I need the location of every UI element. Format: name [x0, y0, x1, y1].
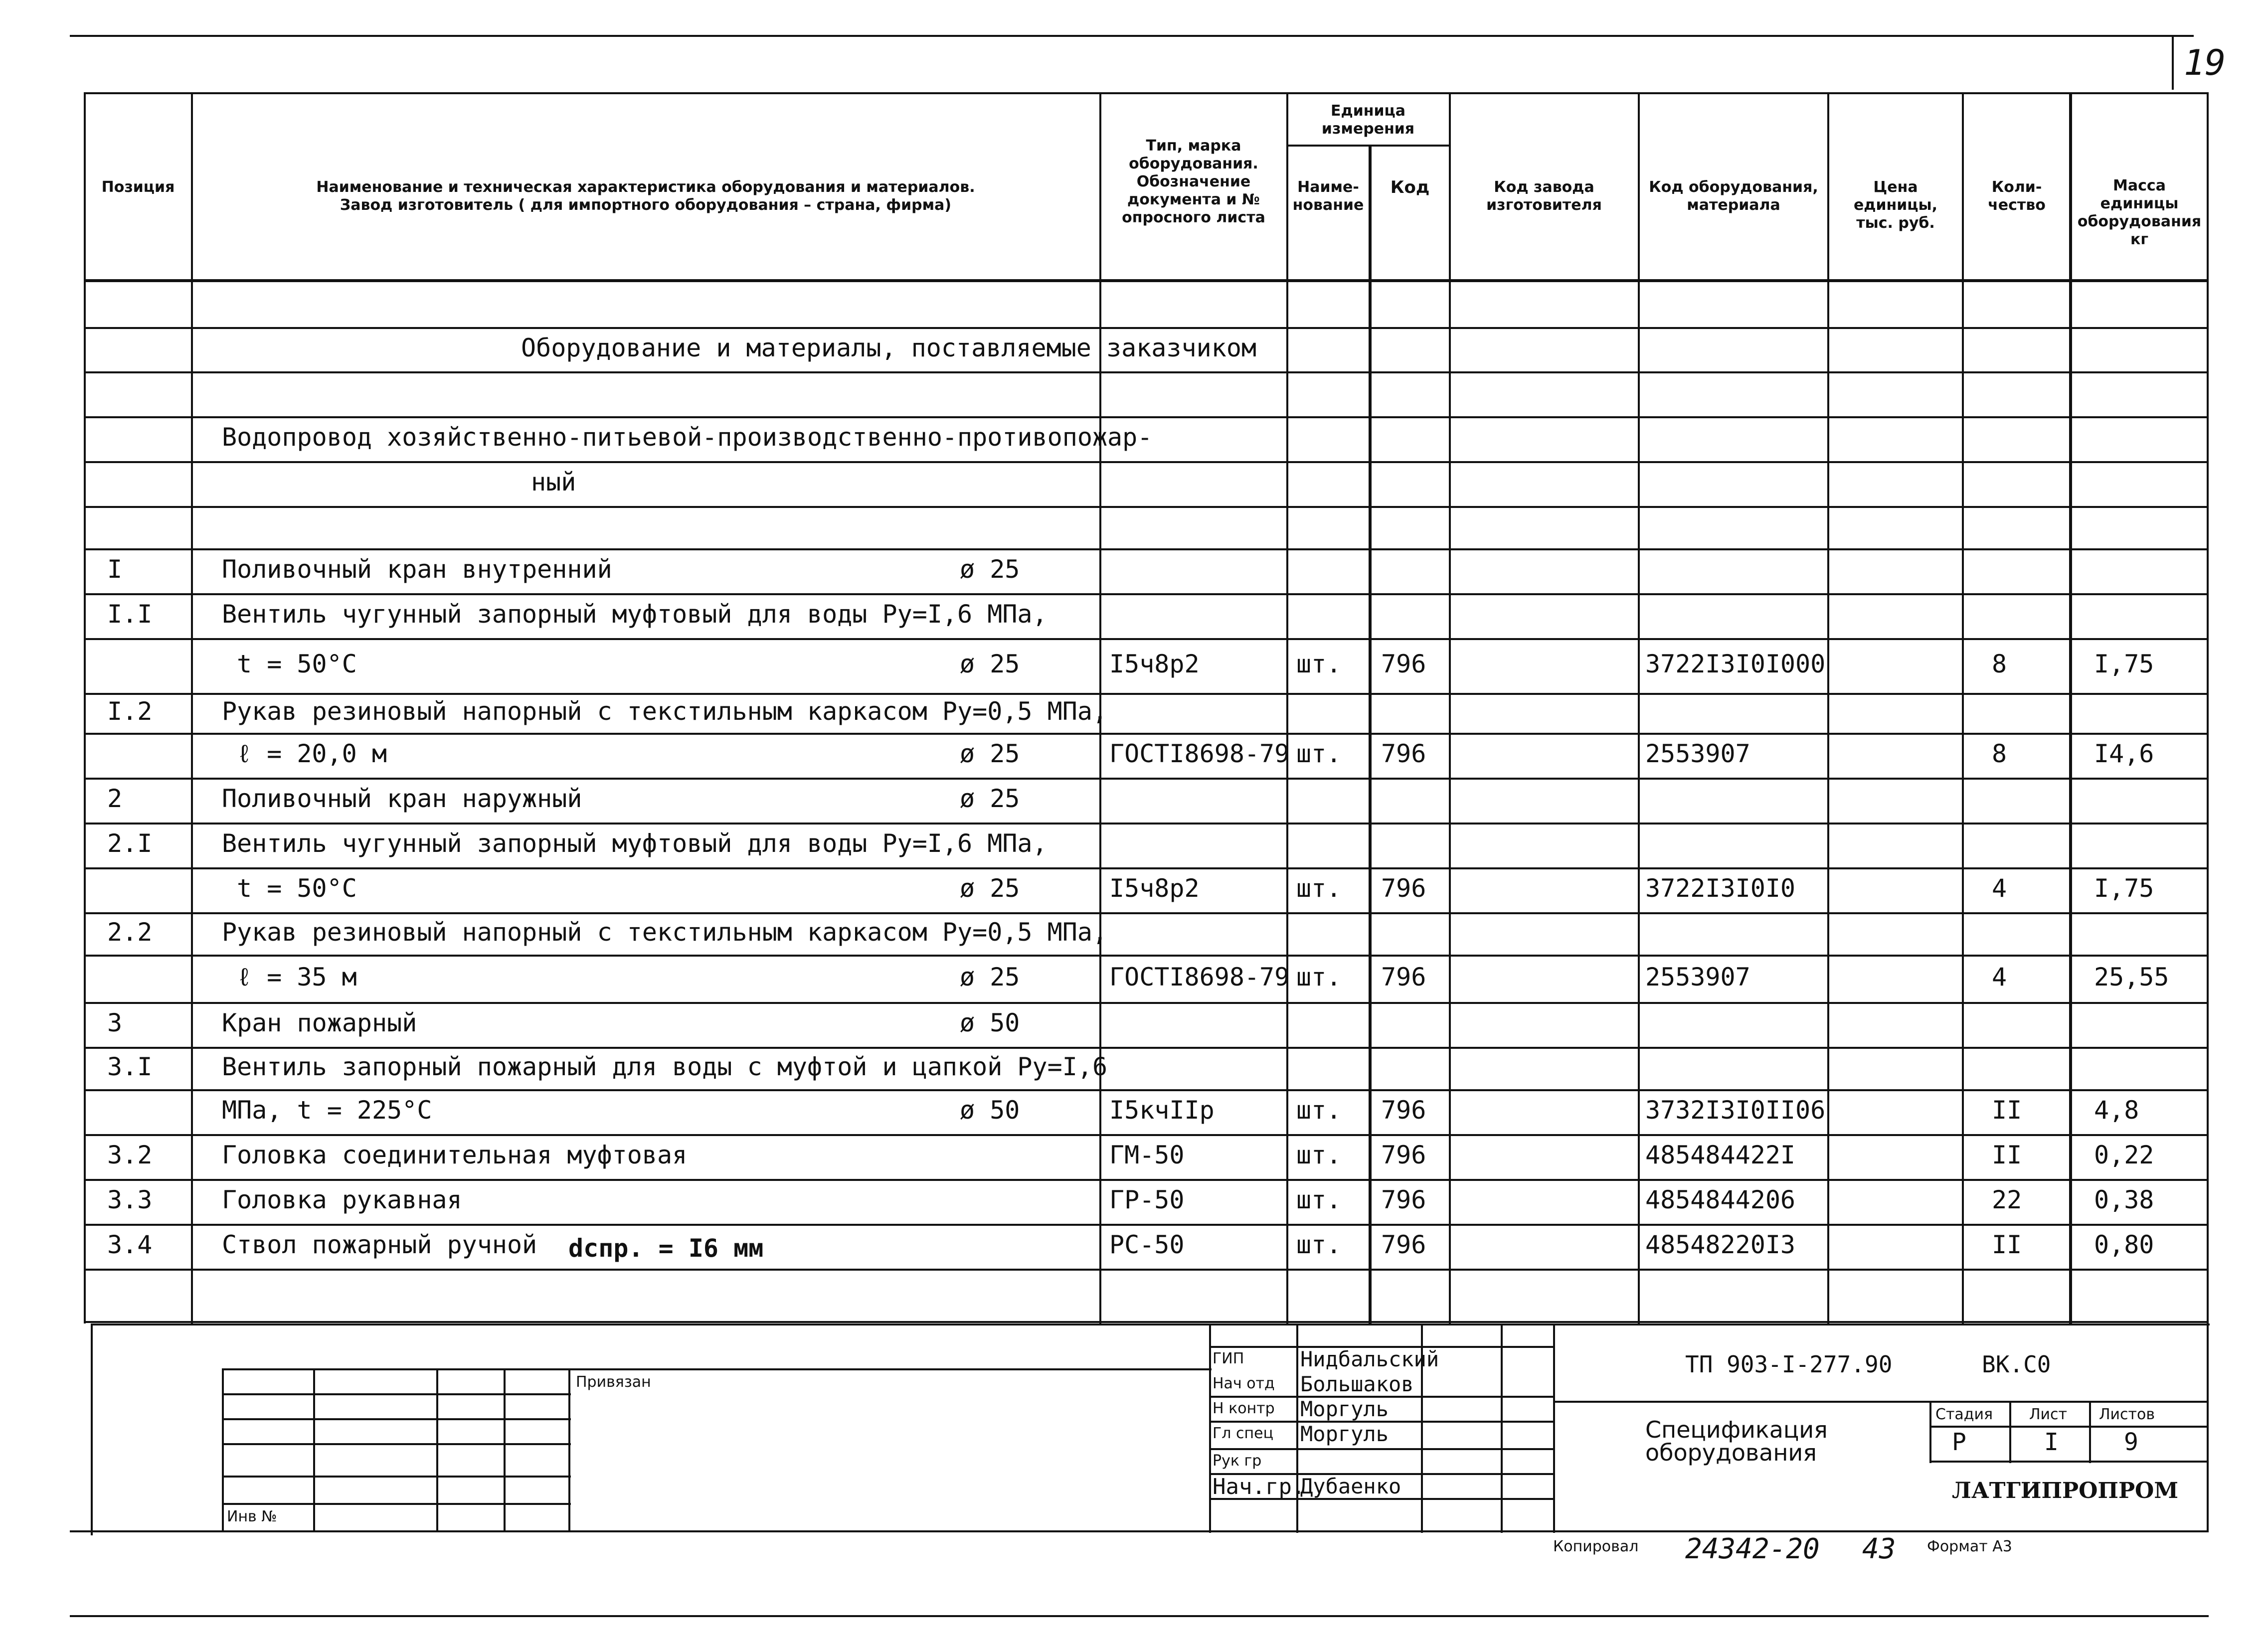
- cell-unit: шт.: [1296, 1096, 1342, 1125]
- row-line: [84, 1224, 2209, 1226]
- row-line: [84, 1321, 2209, 1323]
- cell-unit: шт.: [1296, 874, 1342, 903]
- row-line: [84, 867, 2209, 869]
- table-top-line: [84, 92, 2209, 94]
- grid-line: [222, 1393, 571, 1395]
- cell-pos: 3.3: [107, 1185, 153, 1214]
- row-line: [84, 416, 2209, 418]
- cell-code: 796: [1381, 1096, 1426, 1125]
- cell-mass: 25,55: [2094, 962, 2169, 991]
- col-line-5: [1449, 92, 1451, 1323]
- header-unit: Единица измерения: [1321, 102, 1415, 138]
- stage-line: [1929, 1401, 1931, 1463]
- cell-mass: 0,80: [2094, 1230, 2154, 1259]
- cell-unit: шт.: [1296, 962, 1342, 991]
- grid-line: [313, 1368, 315, 1530]
- stage-line: [1929, 1461, 2209, 1463]
- cell-name: Вентиль чугунный запорный муфтовый для воды Ру=I,6 МПа,: [222, 829, 1047, 858]
- cell-code: 796: [1381, 874, 1426, 903]
- cell-pos: I.2: [107, 697, 153, 726]
- stage-line: [1929, 1426, 2209, 1428]
- stamp-role: Н контр: [1213, 1400, 1275, 1417]
- col-line-7: [1827, 92, 1829, 1323]
- row-line: [84, 1047, 2209, 1049]
- row-line: [84, 1179, 2209, 1181]
- cell-type: РС-50: [1109, 1230, 1185, 1259]
- cell-name: МПа, t = 225°C: [222, 1096, 432, 1125]
- cell-pos: 3: [107, 1008, 123, 1037]
- cell-equip: 2553907: [1645, 739, 1750, 768]
- grid-line: [222, 1418, 571, 1420]
- cell-unit: шт.: [1296, 1141, 1342, 1169]
- cell-qty: 4: [1992, 874, 2007, 903]
- cell-qty: 8: [1992, 739, 2007, 768]
- cell-pos: 3.2: [107, 1141, 153, 1169]
- cell-name: Вентиль чугунный запорный муфтовый для воды Ру=I,6 МПа,: [222, 600, 1047, 629]
- archive-number: 24342-20: [1685, 1533, 1820, 1565]
- organization: ЛАТГИПРОПРОМ: [1952, 1478, 2179, 1503]
- col-line-6: [1638, 92, 1640, 1323]
- cell-name: Водопровод хозяйственно-питьевой-производственно-противопожар-: [222, 423, 1153, 452]
- cell-equip: 3722I3I0I000: [1645, 650, 1826, 678]
- cell-code: 796: [1381, 962, 1426, 991]
- cell-mass: I,75: [2094, 650, 2154, 678]
- cell-pos: 2: [107, 784, 123, 813]
- cell-code: 796: [1381, 1185, 1426, 1214]
- nozzle-diameter-note: dспр. = I6 мм: [568, 1234, 764, 1263]
- col-line-1: [191, 92, 193, 1323]
- cell-name: Поливочный кран наружный: [222, 784, 582, 813]
- sig-line: [1296, 1323, 1298, 1533]
- cell-pos: I.I: [107, 600, 153, 629]
- row-line: [84, 506, 2209, 508]
- cell-name: Оборудование и материалы, поставляемые заказчиком: [521, 333, 1257, 362]
- cell-dia: ø 25: [960, 555, 1020, 584]
- stamp-role: Нач.гр.: [1213, 1474, 1305, 1499]
- row-line: [84, 461, 2209, 463]
- drawing-mark: ВК.С0: [1982, 1351, 2051, 1378]
- cell-mass: 4,8: [2094, 1096, 2139, 1125]
- cell-name: Головка соединительная муфтовая: [222, 1141, 688, 1169]
- cell-equip: 3732I3I0II06: [1645, 1096, 1826, 1125]
- cell-equip: 48548220I3: [1645, 1230, 1796, 1259]
- top-border: [70, 35, 2194, 37]
- cell-name: Головка рукавная: [222, 1185, 462, 1214]
- sig-line: [1209, 1448, 1553, 1450]
- cell-dia: ø 25: [960, 874, 1020, 903]
- cell-unit: шт.: [1296, 739, 1342, 768]
- cell-dia: ø 25: [960, 784, 1020, 813]
- row-line: [84, 912, 2209, 914]
- cell-type: I5кчIIр: [1109, 1096, 1215, 1125]
- header-equip-code: Код оборудования, материала: [1649, 178, 1818, 214]
- project-code: ТП 903-I-277.90: [1685, 1351, 1893, 1378]
- cell-equip: 2553907: [1645, 962, 1750, 991]
- col-line-9: [2069, 92, 2072, 1323]
- cell-name: ℓ = 35 м: [237, 962, 357, 991]
- document-title: Спецификация оборудования: [1645, 1416, 1828, 1466]
- stamp-person: Нидбальский: [1300, 1347, 1439, 1371]
- grid-line: [436, 1368, 438, 1530]
- inv-label: Инв №: [227, 1508, 277, 1525]
- cell-pos: 3.I: [107, 1052, 153, 1081]
- cell-mass: 0,38: [2094, 1185, 2154, 1214]
- cell-type: ГОСТI8698-79: [1109, 962, 1290, 991]
- row-line: [84, 548, 2209, 550]
- row-line: [84, 1134, 2209, 1136]
- page-number: 19: [2184, 42, 2226, 83]
- row-line: [84, 1269, 2209, 1271]
- stamp-top-line: [91, 1323, 2210, 1325]
- cell-type: ГР-50: [1109, 1185, 1185, 1214]
- copied-label: Копировал: [1553, 1538, 1639, 1555]
- stamp-role: Рук гр: [1213, 1452, 1262, 1470]
- unit-header-line: [1286, 145, 1449, 147]
- stamp-person: Дубаенко: [1300, 1474, 1401, 1498]
- header-factory-code: Код завода изготовителя: [1486, 178, 1602, 214]
- cell-qty: II: [1992, 1230, 2022, 1259]
- cell-name: Рукав резиновый напорный с текстильным каркасом Ру=0,5 МПа,: [222, 697, 1108, 726]
- corner-tick: [2172, 35, 2174, 90]
- stamp-role: Гл спец: [1213, 1425, 1273, 1442]
- bottom-rule: [70, 1615, 2209, 1617]
- cell-code: 796: [1381, 739, 1426, 768]
- stage-value: Р: [1952, 1428, 1966, 1456]
- header-price: Цена единицы, тыс. руб.: [1853, 178, 1938, 232]
- cell-unit: шт.: [1296, 650, 1342, 678]
- cell-code: 796: [1381, 1230, 1426, 1259]
- row-line: [84, 638, 2209, 640]
- sig-line: [1553, 1323, 1555, 1533]
- row-line: [84, 955, 2209, 957]
- cell-type: ГОСТI8698-79: [1109, 739, 1290, 768]
- cell-qty: 22: [1992, 1185, 2022, 1214]
- cell-equip: 485484422I: [1645, 1141, 1796, 1169]
- cell-type: I5ч8р2: [1109, 874, 1200, 903]
- cell-name: ный: [531, 468, 576, 496]
- cell-dia: ø 50: [960, 1008, 1020, 1037]
- stamp-role: Нач отд: [1213, 1375, 1275, 1392]
- cell-name: t = 50°C: [237, 650, 357, 678]
- stamp-person: Моргуль: [1300, 1422, 1389, 1446]
- cell-name: Кран пожарный: [222, 1008, 417, 1037]
- stamp-mid-line: [1553, 1401, 2209, 1403]
- cell-name: Вентиль запорный пожарный для воды с муфтой и цапкой Ру=I,6: [222, 1052, 1108, 1081]
- header-type: Тип, марка оборудования. Обозначение документа и № опросного листа: [1122, 137, 1265, 226]
- cell-unit: шт.: [1296, 1185, 1342, 1214]
- stamp-role: ГИП: [1213, 1350, 1244, 1367]
- archive-page: 43: [1862, 1533, 1896, 1565]
- format-label: Формат А3: [1927, 1538, 2012, 1555]
- col-line-10: [2207, 92, 2209, 1323]
- cell-name: t = 50°C: [237, 874, 357, 903]
- cell-code: 796: [1381, 650, 1426, 678]
- cell-name: Поливочный кран внутренний: [222, 555, 612, 584]
- header-position: Позиция: [101, 178, 175, 196]
- row-line: [84, 1002, 2209, 1004]
- stage-line: [2089, 1401, 2091, 1463]
- cell-dia: ø 50: [960, 1096, 1020, 1125]
- row-line: [84, 1089, 2209, 1091]
- sig-line: [1209, 1323, 1211, 1533]
- row-line: [84, 371, 2209, 373]
- cell-pos: 3.4: [107, 1230, 153, 1259]
- cell-unit: шт.: [1296, 1230, 1342, 1259]
- stage-label: Стадия: [1935, 1406, 1993, 1423]
- header-qty: Коли- чество: [1988, 178, 2046, 214]
- stamp-person: Большаков: [1300, 1372, 1414, 1396]
- header-bottom-line: [84, 279, 2209, 282]
- cell-name: Рукав резиновый напорный с текстильным каркасом Ру=0,5 МПа,: [222, 917, 1108, 947]
- grid-line: [222, 1368, 224, 1530]
- row-line: [84, 327, 2209, 329]
- header-mass: Масса единицы оборудования кг: [2077, 177, 2202, 248]
- cell-dia: ø 25: [960, 650, 1020, 678]
- header-name: Наименование и техническая характеристика оборудования и материалов. Завод изготовитель ( для импортного оборудования – страна, фирма): [316, 178, 975, 214]
- grid-line: [568, 1368, 570, 1530]
- grid-line: [222, 1443, 571, 1445]
- stamp-person: Моргуль: [1300, 1397, 1389, 1421]
- cell-qty: II: [1992, 1141, 2022, 1169]
- cell-mass: I4,6: [2094, 739, 2154, 768]
- stage-line: [2009, 1401, 2011, 1463]
- col-line-0: [84, 92, 86, 1323]
- header-unit-code: Код: [1390, 177, 1430, 197]
- sheet-value: I: [2044, 1428, 2059, 1456]
- cell-type: ГМ-50: [1109, 1141, 1185, 1169]
- cell-equip: 4854844206: [1645, 1185, 1796, 1214]
- cell-pos: I: [107, 555, 123, 584]
- sig-line: [1501, 1323, 1503, 1533]
- cell-pos: 2.I: [107, 829, 153, 858]
- grid-line: [504, 1368, 506, 1530]
- col-line-3: [1286, 92, 1288, 1323]
- grid-line: [222, 1368, 1212, 1370]
- cell-type: I5ч8р2: [1109, 650, 1200, 678]
- privyazan-label: Привязан: [576, 1373, 651, 1391]
- row-line: [84, 693, 2209, 695]
- stamp-bottom-line: [70, 1530, 2209, 1532]
- stamp-left-line: [91, 1323, 93, 1535]
- row-line: [84, 733, 2209, 735]
- cell-qty: II: [1992, 1096, 2022, 1125]
- cell-mass: I,75: [2094, 874, 2154, 903]
- grid-line: [222, 1503, 571, 1505]
- sheets-value: 9: [2124, 1428, 2138, 1456]
- cell-pos: 2.2: [107, 917, 153, 947]
- cell-name: ℓ = 20,0 м: [237, 739, 387, 768]
- row-line: [84, 593, 2209, 595]
- cell-mass: 0,22: [2094, 1141, 2154, 1169]
- cell-dia: ø 25: [960, 962, 1020, 991]
- header-unit-name: Наиме- нование: [1292, 178, 1364, 214]
- cell-qty: 4: [1992, 962, 2007, 991]
- cell-equip: 3722I3I0I0: [1645, 874, 1796, 903]
- cell-qty: 8: [1992, 650, 2007, 678]
- grid-line: [222, 1476, 571, 1478]
- row-line: [84, 778, 2209, 780]
- cell-code: 796: [1381, 1141, 1426, 1169]
- row-line: [84, 823, 2209, 825]
- sheets-label: Листов: [2099, 1406, 2155, 1423]
- cell-dia: ø 25: [960, 739, 1020, 768]
- sheet-label: Лист: [2029, 1406, 2068, 1423]
- col-line-8: [1962, 92, 1964, 1323]
- cell-name: Ствол пожарный ручной: [222, 1230, 537, 1259]
